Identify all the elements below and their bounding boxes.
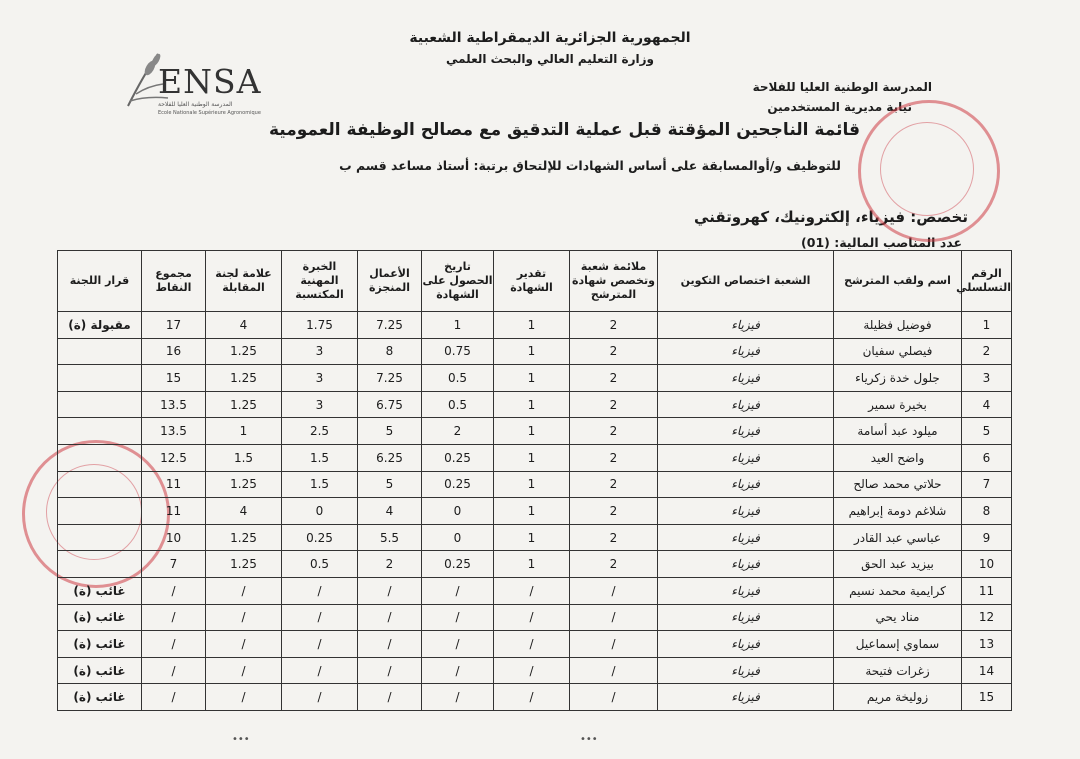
table-cell: زغرات فتيحة (834, 657, 962, 684)
table-cell: 5 (358, 418, 422, 445)
table-cell: 16 (142, 338, 206, 365)
table-cell: / (422, 604, 494, 631)
table-cell (58, 551, 142, 578)
table-cell (58, 391, 142, 418)
table-cell: / (282, 631, 358, 658)
table-cell: فيصلي سفيان (834, 338, 962, 365)
table-cell: فيزياء (658, 577, 834, 604)
table-cell: 2 (422, 418, 494, 445)
table-cell: 1 (206, 418, 282, 445)
table-cell: 3 (282, 338, 358, 365)
table-cell: 1 (494, 551, 570, 578)
table-cell: / (206, 631, 282, 658)
table-cell: / (142, 577, 206, 604)
table-cell: / (570, 657, 658, 684)
table-cell: 0.5 (422, 391, 494, 418)
table-cell: 4 (358, 498, 422, 525)
table-cell: / (494, 684, 570, 711)
table-cell: 4 (206, 498, 282, 525)
table-cell: / (494, 577, 570, 604)
table-cell: 7 (962, 471, 1012, 498)
header-cell: اسم ولقب المترشح (834, 251, 962, 312)
directorate-name: نيابة مديرية المستخدمين (767, 100, 912, 114)
table-body (58, 312, 1012, 711)
table-cell: 2 (570, 312, 658, 339)
table-cell: / (358, 684, 422, 711)
table-cell: 6 (962, 444, 1012, 471)
table-cell: 11 (962, 577, 1012, 604)
table-cell: سماوي إسماعيل (834, 631, 962, 658)
table-cell (58, 471, 142, 498)
table-cell: 15 (962, 684, 1012, 711)
table-cell: 13.5 (142, 418, 206, 445)
table-cell: فيزياء (658, 551, 834, 578)
table-cell: / (358, 631, 422, 658)
header-cell: ملائمة شعبة وتخصص شهادة المترشح (570, 251, 658, 312)
table-cell: 7.25 (358, 365, 422, 392)
table-row (58, 498, 1012, 525)
logo-subtitle-fr: Ecole Nationale Supérieure Agronomique (158, 110, 261, 116)
table-cell: / (494, 631, 570, 658)
table-row (58, 312, 1012, 339)
table-cell: 8 (962, 498, 1012, 525)
header-cell: مجموع النقاط (142, 251, 206, 312)
table-cell: فيزياء (658, 657, 834, 684)
table-cell: غائب (ة) (58, 631, 142, 658)
table-cell: / (206, 604, 282, 631)
table-cell: / (206, 657, 282, 684)
page-dots-mid: ••• (580, 734, 598, 745)
table-cell: 15 (142, 365, 206, 392)
table-cell: / (422, 631, 494, 658)
table-cell: 1.5 (282, 471, 358, 498)
table-cell: 1 (494, 312, 570, 339)
table-cell: / (142, 684, 206, 711)
table-cell: 2 (570, 338, 658, 365)
table-cell: واضح العيد (834, 444, 962, 471)
header-cell: الرقم التسلسلي (962, 251, 1012, 312)
table-cell: فيزياء (658, 391, 834, 418)
table-row (58, 577, 1012, 604)
table-cell: / (570, 604, 658, 631)
table-cell: جلول خدة زكرياء (834, 365, 962, 392)
table-cell: 2.5 (282, 418, 358, 445)
school-name: المدرسة الوطنية العليا للفلاحة (752, 80, 932, 94)
table-cell: 7.25 (358, 312, 422, 339)
table-cell: 7 (142, 551, 206, 578)
table-cell: 2 (570, 365, 658, 392)
table-cell: 0.25 (422, 551, 494, 578)
table-cell (58, 338, 142, 365)
table-cell: 12 (962, 604, 1012, 631)
table-cell: غائب (ة) (58, 604, 142, 631)
header-cell: تاريخ الحصول على الشهادة (422, 251, 494, 312)
table-row (58, 551, 1012, 578)
table-cell: فيزياء (658, 498, 834, 525)
table-cell: 1 (422, 312, 494, 339)
table-cell: 1.25 (206, 391, 282, 418)
table-cell: غائب (ة) (58, 684, 142, 711)
table-cell: فيزياء (658, 604, 834, 631)
table-cell: 0.5 (422, 365, 494, 392)
table-cell: ميلود عبد أسامة (834, 418, 962, 445)
main-title: قائمة الناجحين المؤقتة قبل عملية التدقيق مع مصالح الوظيفة العمومية (268, 120, 860, 140)
table-row (58, 604, 1012, 631)
table-cell (58, 498, 142, 525)
logo-subtitle-ar: المدرسة الوطنية العليا للفلاحة (158, 101, 233, 108)
table-cell: 14 (962, 657, 1012, 684)
table-cell: 0 (282, 498, 358, 525)
table-cell: 2 (570, 391, 658, 418)
table-cell: 3 (962, 365, 1012, 392)
table-cell: 1.25 (206, 471, 282, 498)
table-cell: 1 (494, 444, 570, 471)
table-cell: 11 (142, 471, 206, 498)
table-cell: / (422, 577, 494, 604)
table-cell: / (570, 684, 658, 711)
table-cell: 1.25 (206, 365, 282, 392)
table-cell: شلاغم دومة إبراهيم (834, 498, 962, 525)
table-cell: 1.75 (282, 312, 358, 339)
logo-text: ENSA (158, 62, 262, 101)
table-cell (58, 418, 142, 445)
table-cell: 0.25 (282, 524, 358, 551)
table-cell: / (494, 604, 570, 631)
header-cell: الأعمال المنجزة (358, 251, 422, 312)
table-cell: 5 (358, 471, 422, 498)
table-cell: / (282, 604, 358, 631)
table-cell: 4 (206, 312, 282, 339)
table-cell: 1 (494, 418, 570, 445)
table-row (58, 471, 1012, 498)
table-cell: فيزياء (658, 524, 834, 551)
table-cell: بيزيد عبد الحق (834, 551, 962, 578)
table-cell: كرايمية محمد نسيم (834, 577, 962, 604)
table-cell: 4 (962, 391, 1012, 418)
ministry-title: وزارة التعليم العالي والبحث العلمي (445, 52, 655, 66)
table-cell: / (282, 657, 358, 684)
table-cell: / (142, 604, 206, 631)
table-cell: 0 (422, 524, 494, 551)
table-row (58, 684, 1012, 711)
table-row (58, 338, 1012, 365)
table-cell: 8 (358, 338, 422, 365)
table-cell: 0.25 (422, 444, 494, 471)
table-row (58, 657, 1012, 684)
table-cell: / (570, 631, 658, 658)
header-cell: علامة لجنة المقابلة (206, 251, 282, 312)
table-cell: 0 (422, 498, 494, 525)
table-cell: فيزياء (658, 471, 834, 498)
table-cell: 1.5 (282, 444, 358, 471)
table-cell: 2 (570, 551, 658, 578)
table-cell: 1 (494, 498, 570, 525)
header-cell: تقدير الشهادة (494, 251, 570, 312)
page-dots-left: ••• (232, 734, 250, 745)
table-cell: فيزياء (658, 631, 834, 658)
table-cell: 2 (570, 418, 658, 445)
table-cell: 3 (282, 391, 358, 418)
table-cell: 5.5 (358, 524, 422, 551)
table-cell: / (358, 657, 422, 684)
table-row (58, 524, 1012, 551)
header-cell: الشعبة اختصاص التكوين (658, 251, 834, 312)
table-row (58, 391, 1012, 418)
table-cell (58, 524, 142, 551)
table-cell: 1 (494, 365, 570, 392)
table-cell: فوضيل فظيلة (834, 312, 962, 339)
table-cell: غائب (ة) (58, 577, 142, 604)
table-cell: 1 (494, 471, 570, 498)
table-cell: بخيرة سمير (834, 391, 962, 418)
table-cell: 2 (570, 444, 658, 471)
table-cell: 1 (494, 338, 570, 365)
table-cell: 2 (962, 338, 1012, 365)
stamp-top-right-inner (880, 122, 974, 216)
table-cell: 2 (570, 498, 658, 525)
subtitle: للتوظيف و/أوالمسابقة على أساس الشهادات للإلتحاق برتبة: أستاذ مساعد قسم ب (339, 158, 841, 173)
table-cell: 0.25 (422, 471, 494, 498)
table-cell: / (142, 631, 206, 658)
table-cell: 11 (142, 498, 206, 525)
table-cell: 6.75 (358, 391, 422, 418)
candidates-table (57, 250, 1012, 711)
positions-count: عدد المناصب المالية: (01) (801, 235, 962, 250)
table-cell (58, 444, 142, 471)
table-cell: 17 (142, 312, 206, 339)
table-cell: 9 (962, 524, 1012, 551)
table-cell: حلاتي محمد صالح (834, 471, 962, 498)
table-cell: / (206, 577, 282, 604)
table-row (58, 444, 1012, 471)
table-cell: 2 (358, 551, 422, 578)
table-cell: / (494, 657, 570, 684)
table-cell: 10 (962, 551, 1012, 578)
table-cell: 1.25 (206, 551, 282, 578)
table-cell: 1.25 (206, 524, 282, 551)
table-cell: فيزياء (658, 444, 834, 471)
table-cell: 12.5 (142, 444, 206, 471)
table-cell: / (570, 577, 658, 604)
table-cell: / (142, 657, 206, 684)
table-cell: عباسي عبد القادر (834, 524, 962, 551)
republic-title: الجمهورية الجزائرية الديمقراطية الشعبية (409, 30, 691, 46)
table-cell: 1.25 (206, 338, 282, 365)
header-cell: قرار اللجنة (58, 251, 142, 312)
table-cell: غائب (ة) (58, 657, 142, 684)
table-cell: 10 (142, 524, 206, 551)
table-cell: فيزياء (658, 418, 834, 445)
table-cell: فيزياء (658, 338, 834, 365)
ensa-logo (118, 46, 288, 121)
table-cell: 1 (494, 524, 570, 551)
table-cell: فيزياء (658, 312, 834, 339)
specialty-line: تخصص: فيزياء، إلكترونيك، كهروتقني (694, 208, 968, 226)
table-cell: / (282, 577, 358, 604)
table-cell: / (206, 684, 282, 711)
table-cell: / (358, 577, 422, 604)
table-cell (58, 365, 142, 392)
table-cell: 13.5 (142, 391, 206, 418)
table-cell: 5 (962, 418, 1012, 445)
table-cell: 0.5 (282, 551, 358, 578)
table-cell: زوليخة مريم (834, 684, 962, 711)
table-row (58, 631, 1012, 658)
table-cell: 13 (962, 631, 1012, 658)
table-cell: 3 (282, 365, 358, 392)
table-cell: 6.25 (358, 444, 422, 471)
table-cell: 2 (570, 471, 658, 498)
table-cell: / (358, 604, 422, 631)
table-cell: فيزياء (658, 365, 834, 392)
table-cell: / (422, 684, 494, 711)
table-header-row (58, 251, 1012, 312)
table-cell: / (282, 684, 358, 711)
header-cell: الخبرة المهنية المكتسبة (282, 251, 358, 312)
table-cell: 1 (962, 312, 1012, 339)
table-cell: 2 (570, 524, 658, 551)
table-row (58, 365, 1012, 392)
table-cell: فيزياء (658, 684, 834, 711)
table-cell: مقبولة (ة) (58, 312, 142, 339)
table-cell: 1.5 (206, 444, 282, 471)
table-cell: مناد يحي (834, 604, 962, 631)
table-row (58, 418, 1012, 445)
table-cell: / (422, 657, 494, 684)
table-cell: 0.75 (422, 338, 494, 365)
table-cell: 1 (494, 391, 570, 418)
